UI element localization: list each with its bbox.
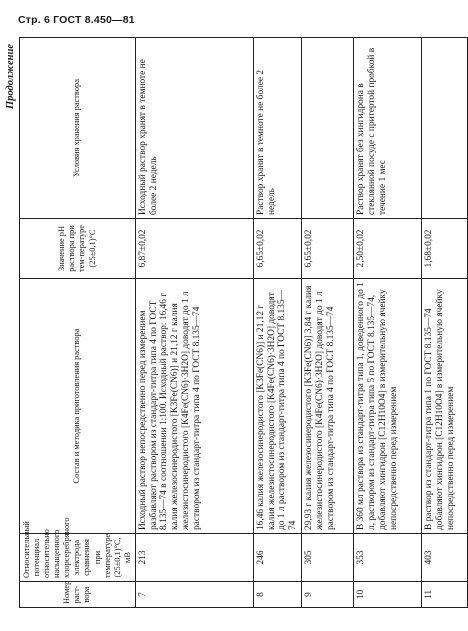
cell-number: 11 <box>422 582 468 608</box>
col-header-ph: Значение pH раствора при тем-пературе (25±0,1)°C <box>20 219 136 279</box>
cell-storage: Раствор хранят в темноте не более 2 недель <box>253 38 301 219</box>
cell-potential: 305 <box>302 534 354 582</box>
cell-storage <box>302 38 354 219</box>
cell-storage: Раствор хранят без хингидрона в стеклянной посуде с притертой пробкой в течение 1 мес <box>354 38 422 219</box>
cell-ph: 6,65±0,02 <box>302 219 354 279</box>
continuation-label: Продолжение <box>5 44 16 109</box>
table-row <box>302 38 354 608</box>
cell-composition: Исходный раствор непосредственно перед измерением разбавляют раствором из стандарт-титра типа 4 по ГОСТ 8.135—74 в соотношении 1:100. Исходный раствор: 16,46 г калия железосинеродистого [K3Fe(CN6)] и 21,12 г калия железистосинеродистого [K4Fe(CN6)·3H2O] доводят до 1 л раствором из стандарт-титра типа 4 по ГОСТ 8.135—74 <box>135 279 253 534</box>
cell-potential: 213 <box>135 534 253 582</box>
cell-ph: 6,65±0,02 <box>253 219 301 279</box>
cell-number: 7 <box>135 582 253 608</box>
cell-potential: 403 <box>422 534 468 582</box>
table-row <box>253 38 301 608</box>
rotated-table-region <box>5 38 456 608</box>
cell-composition: 29,93 г калия железосинеродистого [K3Fe(CN6)] 3,84 г калия железистосинеродистого [K4Fe(CN6)·3H2O] доводят до 1 л раствором из стандарт-титра типа 4 по ГОСТ 8.135—74 <box>302 279 354 534</box>
cell-potential: 246 <box>253 534 301 582</box>
cell-number: 9 <box>302 582 354 608</box>
cell-composition: В раствор из стандарт-титра типа 1 по ГОСТ 8.135—74 добавляют хингидрон [C12H10O4] в измерительную ячейку непосредственно перед измерением <box>422 279 468 534</box>
col-header-storage: Условия хранения раствора <box>20 38 136 219</box>
cell-storage <box>422 38 468 219</box>
cell-ph: 6,87±0,02 <box>135 219 253 279</box>
cell-number: 8 <box>253 582 301 608</box>
table-header-row <box>20 38 136 608</box>
col-header-composition: Состав и методика приготовления раствора <box>20 279 136 534</box>
cell-number: 10 <box>354 582 422 608</box>
cell-potential: 353 <box>354 534 422 582</box>
table-row <box>422 38 468 608</box>
table-row <box>135 38 253 608</box>
cell-composition: В 360 мл раствора из стандарт-титра типа 1, доведенного до 1 л, раствором из стандарт-титра типа 5 по ГОСТ 8.135—74, добавляют хингидрон [C12H10O4] в измерительную ячейку непосредственно перед измерением <box>354 279 422 534</box>
solutions-table <box>19 37 468 608</box>
table-row <box>354 38 422 608</box>
cell-ph: 1,68±0,02 <box>422 219 468 279</box>
page-header: Стр. 6 ГОСТ 8.450—81 <box>18 14 135 26</box>
col-header-number: Номер раст-вора <box>20 582 136 608</box>
cell-storage: Исходный раствор хранят в темноте не более 2 недель <box>135 38 253 219</box>
cell-ph: 2,50±0,02 <box>354 219 422 279</box>
cell-composition: 16,46 калия железосинеродистого [K3Fe(CN6)] и 21,12 г калия железистосинеродистого [K4Fe(CN6)·3H2O] доводят до 1 л раствором из стандарт-титра типа 4 по ГОСТ 8.135—74 <box>253 279 301 534</box>
col-header-potential: Относительный потенциал относительно насыщенного хлорсеребряного электрода сравнения при температуре (25±0,1)°C, мВ <box>20 534 136 582</box>
